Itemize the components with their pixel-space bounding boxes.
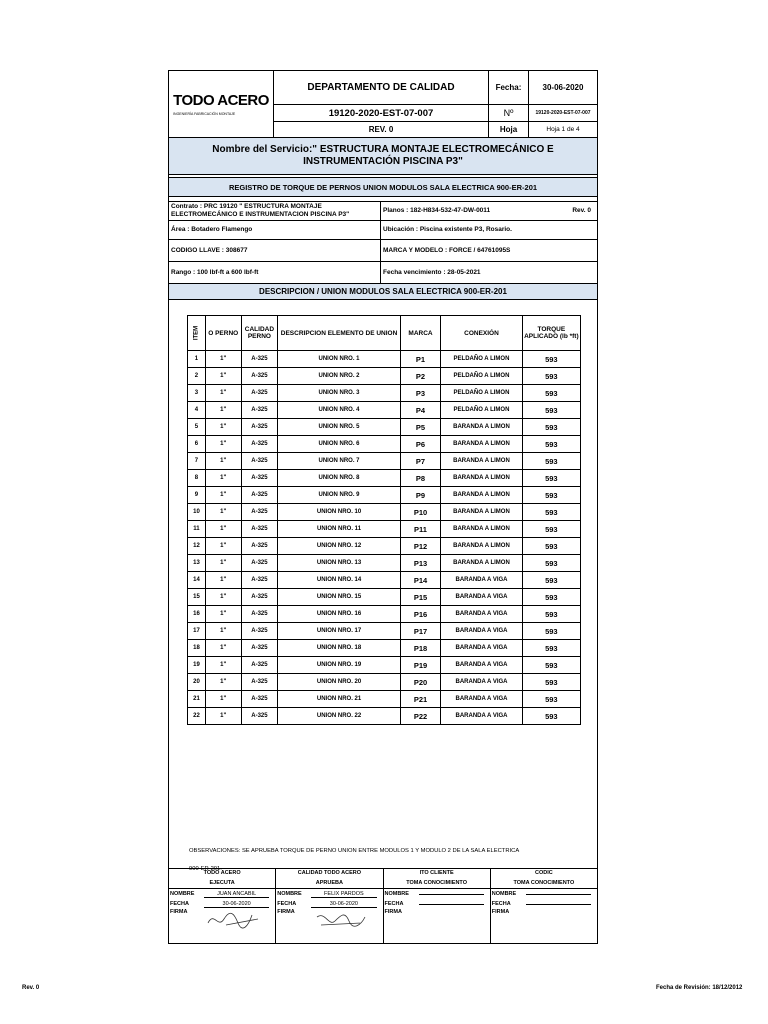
cell-marca: P4 [400,402,440,419]
col-item-header: ITEM [188,316,206,351]
signature-nombre-value [526,894,591,895]
signature-nombre-value: FELIX PARDOS [311,891,376,898]
cell-item: 21 [188,691,206,708]
cell-conexion: BARANDA A VIGA [441,572,522,589]
cell-marca: P6 [400,436,440,453]
cell-perno: 1" [205,521,241,538]
cell-marca: P17 [400,623,440,640]
table-row [188,640,581,657]
marca-modelo-field: MARCA Y MODELO : FORCE / 64761095S [381,240,597,262]
ubicacion-field: Ubicación : Piscina existente P3, Rosario. [381,221,597,240]
cell-marca: P21 [400,691,440,708]
cell-item: 20 [188,674,206,691]
cell-perno: 1" [205,606,241,623]
cell-perno: 1" [205,538,241,555]
cell-item: 4 [188,402,206,419]
cell-perno: 1" [205,691,241,708]
cell-calidad: A-325 [241,436,278,453]
signature-org: TODO ACERO [203,870,241,876]
cell-torque: 593 [522,708,580,725]
cell-calidad: A-325 [241,538,278,555]
fecha-value: 30-06-2020 [528,71,597,105]
signature-nombre-value [419,894,484,895]
codigo-llave-field: CODIGO LLAVE : 308677 [169,240,381,262]
cell-marca: P9 [400,487,440,504]
signature-org: CALIDAD TODO ACERO [297,870,361,876]
cell-calidad: A-325 [241,674,278,691]
cell-perno: 1" [205,419,241,436]
cell-descripcion: UNION NRO. 4 [278,402,400,419]
cell-torque: 593 [522,487,580,504]
cell-descripcion: UNION NRO. 22 [278,708,400,725]
logo-text: TODO ACERO [173,92,269,109]
cell-conexion: BARANDA A VIGA [441,691,522,708]
signature-fecha-label: FECHA [277,901,297,907]
signature-firma-line [491,909,597,929]
cell-calidad: A-325 [241,351,278,368]
cell-marca: P22 [400,708,440,725]
signature-fecha-line [384,899,490,909]
cell-calidad: A-325 [241,589,278,606]
cell-marca: P13 [400,555,440,572]
signature-nombre-line [384,889,490,899]
cell-calidad: A-325 [241,385,278,402]
number-label: Nº [488,105,528,122]
cell-perno: 1" [205,436,241,453]
signature-role: APRUEBA [276,878,382,889]
cell-calidad: A-325 [241,572,278,589]
table-row [188,657,581,674]
col-conexion-header: CONEXIÓN [441,316,522,351]
signature-org: CODIC [535,870,553,876]
cell-torque: 593 [522,504,580,521]
signature-fecha-line [276,899,382,909]
cell-perno: 1" [205,572,241,589]
cell-descripcion: UNION NRO. 18 [278,640,400,657]
signature-nombre-line [276,889,382,899]
signature-firma-label: FIRMA [170,909,188,915]
cell-torque: 593 [522,691,580,708]
table-row [188,487,581,504]
cell-perno: 1" [205,555,241,572]
signature-role: EJECUTA [169,878,275,889]
planos-cell [381,201,597,221]
cell-conexion: PELDAÑO A LIMON [441,402,522,419]
cell-torque: 593 [522,453,580,470]
cell-perno: 1" [205,657,241,674]
cell-conexion: BARANDA A VIGA [441,606,522,623]
cell-perno: 1" [205,708,241,725]
cell-conexion: BARANDA A VIGA [441,657,522,674]
observations-line1: OBSERVACIONES: SE APRUEBA TORQUE DE PERNO UNION ENTRE MODULOS 1 Y MODULO 2 DE LA SALA ELECTRICA [189,848,520,854]
cell-marca: P16 [400,606,440,623]
table-row [188,419,581,436]
signature-firma-line [169,909,275,929]
cell-marca: P14 [400,572,440,589]
cell-conexion: BARANDA A LIMON [441,538,522,555]
cell-marca: P12 [400,538,440,555]
col-descripcion-header: DESCRIPCION ELEMENTO DE UNION [278,316,400,351]
signature-firma-label: FIRMA [491,909,510,915]
cell-item: 14 [188,572,206,589]
cell-descripcion: UNION NRO. 8 [278,470,400,487]
signature-firma-label: FIRMA [384,909,402,915]
signature-fecha-value: 30-06-2020 [204,901,269,908]
cell-perno: 1" [205,504,241,521]
cell-descripcion: UNION NRO. 14 [278,572,400,589]
cell-descripcion: UNION NRO. 7 [278,453,400,470]
signature-nombre-value: JUAN ANCABIL [204,891,269,898]
table-row [188,453,581,470]
cell-conexion: BARANDA A LIMON [441,521,522,538]
cell-descripcion: UNION NRO. 3 [278,385,400,402]
signature-org: ITO CLIENTE [419,870,454,876]
cell-item: 2 [188,368,206,385]
cell-perno: 1" [205,589,241,606]
signature-block [169,868,597,943]
footer-revision-date: Fecha de Revisión: 18/12/2012 [656,985,743,991]
description-title: DESCRIPCION / UNION MODULOS SALA ELECTRICA 900-ER-201 [169,284,597,300]
area-field: Área : Botadero Flamengo [169,221,381,240]
contrato-field: Contrato : PRC 19120 " ESTRUCTURA MONTAJE ELECTROMECÁNICO E INSTRUMENTACION PISCINA P3" [169,201,381,221]
cell-perno: 1" [205,623,241,640]
table-header-row [188,316,581,351]
cell-marca: P20 [400,674,440,691]
cell-torque: 593 [522,674,580,691]
cell-calidad: A-325 [241,521,278,538]
planos-field: Planos : 182-H834-532-47-DW-0011 [383,207,491,214]
table-row [188,606,581,623]
cell-item: 1 [188,351,206,368]
cell-calidad: A-325 [241,606,278,623]
cell-descripcion: UNION NRO. 12 [278,538,400,555]
cell-torque: 593 [522,436,580,453]
cell-perno: 1" [205,453,241,470]
cell-marca: P18 [400,640,440,657]
signature-nombre-label: NOMBRE [170,891,195,897]
cell-marca: P2 [400,368,440,385]
signature-nombre-label: NOMBRE [277,891,302,897]
cell-item: 17 [188,623,206,640]
hoja-value: Hoja 1 de 4 [528,122,597,137]
table-row [188,504,581,521]
signature-column [275,869,382,943]
cell-conexion: BARANDA A VIGA [441,708,522,725]
signature-nombre-line [491,889,597,899]
cell-calidad: A-325 [241,487,278,504]
cell-item: 22 [188,708,206,725]
cell-conexion: BARANDA A VIGA [441,623,522,640]
footer-revision: Rev. 0 [22,985,40,991]
signature-column [169,869,275,943]
cell-conexion: BARANDA A LIMON [441,487,522,504]
cell-calidad: A-325 [241,657,278,674]
signature-column [383,869,490,943]
cell-calidad: A-325 [241,555,278,572]
table-row [188,572,581,589]
signature-role: TOMA CONOCIMIENTO [384,878,490,889]
col-torque-header: TORQUE APLICADO (lb *ft) [522,316,580,351]
cell-torque: 593 [522,623,580,640]
cell-conexion: BARANDA A LIMON [441,504,522,521]
document-sheet [168,70,598,944]
service-title: Nombre del Servicio:" ESTRUCTURA MONTAJE ELECTROMECÁNICO E INSTRUMENTACIÓN PISCINA P3" [169,137,597,175]
table-row [188,402,581,419]
table-row [188,351,581,368]
cell-marca: P10 [400,504,440,521]
table-row [188,470,581,487]
cell-conexion: BARANDA A VIGA [441,674,522,691]
cell-marca: P3 [400,385,440,402]
cell-marca: P5 [400,419,440,436]
signature-column [490,869,597,943]
cell-conexion: PELDAÑO A LIMON [441,351,522,368]
handwritten-signature [311,909,371,931]
table-row [188,674,581,691]
cell-calidad: A-325 [241,623,278,640]
signature-firma-label: FIRMA [277,909,295,915]
cell-item: 16 [188,606,206,623]
cell-calidad: A-325 [241,402,278,419]
register-title: REGISTRO DE TORQUE DE PERNOS UNION MODULOS SALA ELECTRICA 900-ER-201 [169,177,597,197]
cell-item: 7 [188,453,206,470]
revision: REV. 0 [273,122,488,137]
cell-conexion: BARANDA A LIMON [441,555,522,572]
signature-nombre-label: NOMBRE [491,891,517,897]
cell-calidad: A-325 [241,708,278,725]
cell-torque: 593 [522,521,580,538]
cell-descripcion: UNION NRO. 10 [278,504,400,521]
cell-item: 19 [188,657,206,674]
cell-item: 6 [188,436,206,453]
cell-item: 12 [188,538,206,555]
cell-conexion: BARANDA A LIMON [441,436,522,453]
cell-conexion: PELDAÑO A LIMON [441,385,522,402]
cell-item: 11 [188,521,206,538]
cell-torque: 593 [522,606,580,623]
fecha-vencimiento-field: Fecha vencimiento : 28-05-2021 [381,262,597,284]
signature-fecha-value: 30-06-2020 [311,901,376,908]
cell-item: 10 [188,504,206,521]
cell-torque: 593 [522,419,580,436]
department-title: DEPARTAMENTO DE CALIDAD [273,71,488,105]
cell-torque: 593 [522,538,580,555]
cell-descripcion: UNION NRO. 9 [278,487,400,504]
cell-torque: 593 [522,589,580,606]
table-row [188,555,581,572]
cell-calidad: A-325 [241,368,278,385]
cell-descripcion: UNION NRO. 2 [278,368,400,385]
signature-nombre-label: NOMBRE [384,891,409,897]
cell-marca: P11 [400,521,440,538]
cell-marca: P15 [400,589,440,606]
fecha-label: Fecha: [488,71,528,105]
cell-item: 5 [188,419,206,436]
table-row [188,368,581,385]
signature-fecha-line [491,899,597,909]
cell-perno: 1" [205,674,241,691]
document-code: 19120-2020-EST-07-007 [273,105,488,122]
col-calidad-header: CALIDAD PERNO [241,316,278,351]
cell-perno: 1" [205,385,241,402]
signature-fecha-value [419,904,484,905]
signature-fecha-value [526,904,591,905]
cell-torque: 593 [522,555,580,572]
rango-field: Rango : 100 lbf-ft a 600 lbf-ft [169,262,381,284]
signature-firma-line [276,909,382,929]
table-row [188,691,581,708]
cell-torque: 593 [522,351,580,368]
table-row [188,623,581,640]
cell-descripcion: UNION NRO. 17 [278,623,400,640]
signature-fecha-label: FECHA [170,901,189,907]
cell-perno: 1" [205,351,241,368]
cell-perno: 1" [205,640,241,657]
cell-descripcion: UNION NRO. 20 [278,674,400,691]
cell-perno: 1" [205,470,241,487]
cell-descripcion: UNION NRO. 15 [278,589,400,606]
cell-conexion: BARANDA A LIMON [441,453,522,470]
cell-conexion: BARANDA A LIMON [441,470,522,487]
table-row [188,538,581,555]
cell-torque: 593 [522,368,580,385]
cell-conexion: BARANDA A VIGA [441,640,522,657]
cell-marca: P19 [400,657,440,674]
cell-torque: 593 [522,640,580,657]
signature-firma-line [384,909,490,929]
cell-calidad: A-325 [241,453,278,470]
cell-calidad: A-325 [241,640,278,657]
cell-item: 15 [188,589,206,606]
signature-role: TOMA CONOCIMIENTO [491,878,597,889]
table-row [188,521,581,538]
cell-descripcion: UNION NRO. 6 [278,436,400,453]
cell-item: 13 [188,555,206,572]
table-row [188,385,581,402]
signature-fecha-line [169,899,275,909]
cell-descripcion: UNION NRO. 1 [278,351,400,368]
cell-perno: 1" [205,487,241,504]
cell-descripcion: UNION NRO. 21 [278,691,400,708]
company-logo [169,71,273,137]
cell-torque: 593 [522,572,580,589]
cell-descripcion: UNION NRO. 5 [278,419,400,436]
planos-rev: Rev. 0 [572,207,591,214]
signature-fecha-label: FECHA [491,901,511,907]
col-marca-header: MARCA [400,316,440,351]
table-row [188,589,581,606]
cell-conexion: PELDAÑO A LIMON [441,368,522,385]
cell-item: 18 [188,640,206,657]
cell-conexion: BARANDA A LIMON [441,419,522,436]
signature-nombre-line [169,889,275,899]
table-row [188,708,581,725]
observations-line2: 900-ER-201. [189,866,222,872]
handwritten-signature [204,909,264,931]
cell-torque: 593 [522,385,580,402]
number-value: 19120-2020-EST-07-007 [528,105,597,122]
cell-perno: 1" [205,402,241,419]
cell-marca: P8 [400,470,440,487]
table-row [188,436,581,453]
cell-torque: 593 [522,402,580,419]
cell-item: 3 [188,385,206,402]
cell-descripcion: UNION NRO. 16 [278,606,400,623]
cell-descripcion: UNION NRO. 19 [278,657,400,674]
cell-perno: 1" [205,368,241,385]
cell-marca: P1 [400,351,440,368]
cell-marca: P7 [400,453,440,470]
cell-item: 8 [188,470,206,487]
cell-descripcion: UNION NRO. 11 [278,521,400,538]
cell-calidad: A-325 [241,470,278,487]
hoja-label: Hoja [488,122,528,137]
cell-calidad: A-325 [241,691,278,708]
col-perno-header: O PERNO [205,316,241,351]
cell-torque: 593 [522,657,580,674]
cell-calidad: A-325 [241,419,278,436]
cell-item: 9 [188,487,206,504]
cell-conexion: BARANDA A VIGA [441,589,522,606]
torque-table [187,315,581,725]
cell-calidad: A-325 [241,504,278,521]
cell-torque: 593 [522,470,580,487]
logo-subtitle: INGENIERÍA FABRICACIÓN MONTAJE [173,112,236,116]
signature-fecha-label: FECHA [384,901,404,907]
cell-descripcion: UNION NRO. 13 [278,555,400,572]
